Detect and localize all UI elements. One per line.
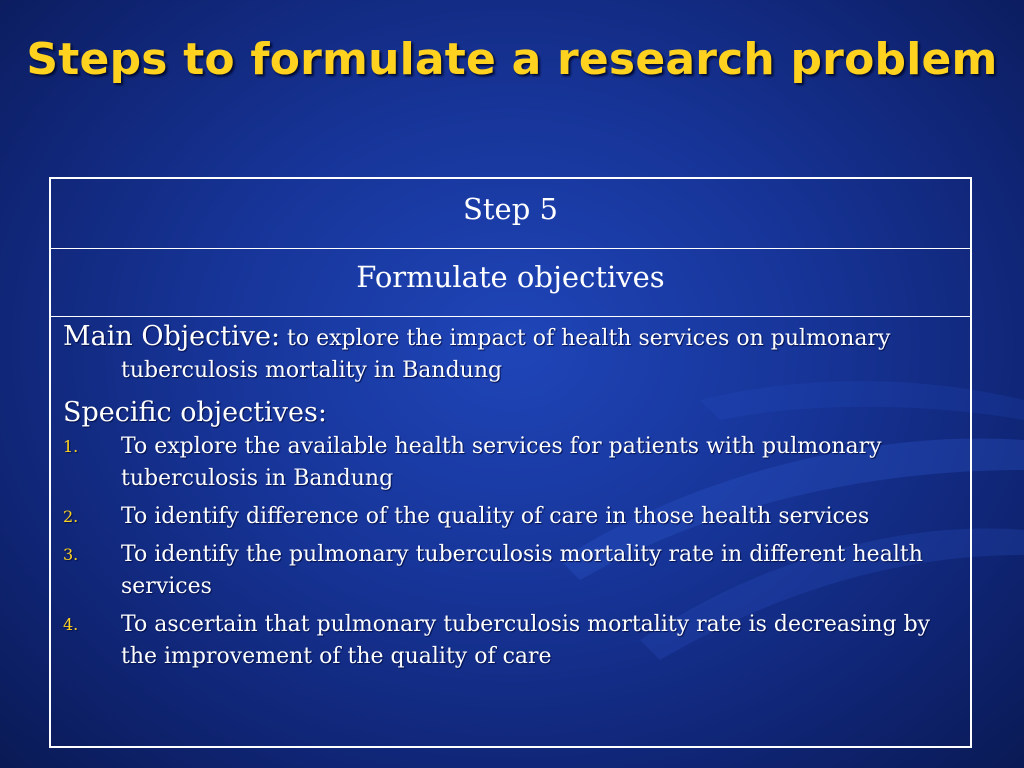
objectives-table (49, 177, 972, 748)
main-objective-label: Main Objective: (63, 321, 281, 352)
step-name-row (51, 249, 970, 317)
specific-objectives-heading: Specific objectives: (63, 397, 327, 428)
list-item (63, 431, 958, 495)
list-item (63, 539, 958, 603)
slide-title: Steps to formulate a research problem (26, 34, 998, 85)
list-item-text: To ascertain that pulmonary tuberculosis mortality rate is decreasing by the improvement of the quality of care (121, 612, 931, 669)
main-objective (63, 321, 958, 387)
list-item (63, 501, 958, 533)
list-item (63, 609, 958, 673)
specific-objectives-list (63, 431, 958, 673)
step-label-row (51, 179, 970, 249)
objectives-content (51, 317, 970, 673)
list-item-number: 2. (63, 507, 79, 526)
list-item-text: To explore the available health services for patients with pulmonary tuberculosis in Bandung (121, 434, 882, 491)
list-item-text: To identify difference of the quality of care in those health services (121, 504, 870, 529)
list-item-number: 3. (63, 545, 79, 564)
step-name: Formulate objectives (356, 260, 665, 294)
list-item-number: 1. (63, 437, 79, 456)
main-objective-text: to explore the impact of health services on pulmonary tuberculosis mortality in Bandung (121, 326, 891, 383)
list-item-number: 4. (63, 615, 79, 634)
list-item-text: To identify the pulmonary tuberculosis mortality rate in different health services (121, 542, 923, 599)
step-label: Step 5 (463, 192, 558, 226)
